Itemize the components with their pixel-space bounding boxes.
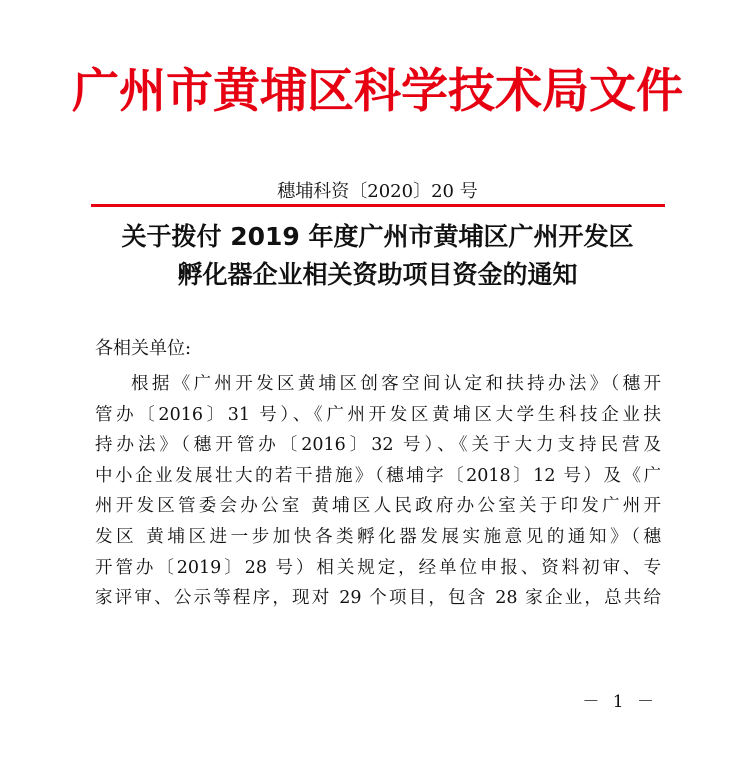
body-paragraph [95, 369, 661, 614]
notice-title-line-2: 孵化器企业相关资助项目资金的通知 [177, 260, 578, 289]
body-line-2: 管办〔2016〕31 号）、《广州开发区黄埔区大学生科技企业扶 [95, 404, 661, 425]
document-number: 穗埔科资〔2020〕20 号 [277, 181, 478, 202]
page-number: － 1 － [582, 692, 658, 712]
body-line-8: 家评审、公示等程序，现对 29 个项目，包含 28 家企业，总共给 [95, 588, 661, 609]
masthead-title: 广州市黄埔区科学技术局文件 [72, 64, 683, 119]
red-divider-line [91, 204, 665, 207]
body-line-3: 持办法》（穗开管办〔2016〕32 号）、《关于大力支持民营及 [95, 435, 661, 456]
body-line-7: 开管办〔2019〕28 号）相关规定，经单位申报、资料初审、专 [95, 557, 661, 578]
body-line-5: 州开发区管委会办公室 黄埔区人民政府办公室关于印发广州开 [95, 496, 661, 517]
body-line-4: 中小企业发展壮大的若干措施》（穗埔字〔2018〕12 号）及《广 [95, 465, 661, 486]
notice-title-line-1: 关于拨付 2019 年度广州市黄埔区广州开发区 [121, 222, 634, 251]
notice-title [0, 218, 755, 294]
body-line-1: 根据《广州开发区黄埔区创客空间认定和扶持办法》（穗开 [131, 374, 661, 394]
body-line-6: 发区 黄埔区进一步加快各类孵化器发展实施意见的通知》（穗 [95, 526, 661, 547]
salutation: 各相关单位: [95, 338, 192, 359]
